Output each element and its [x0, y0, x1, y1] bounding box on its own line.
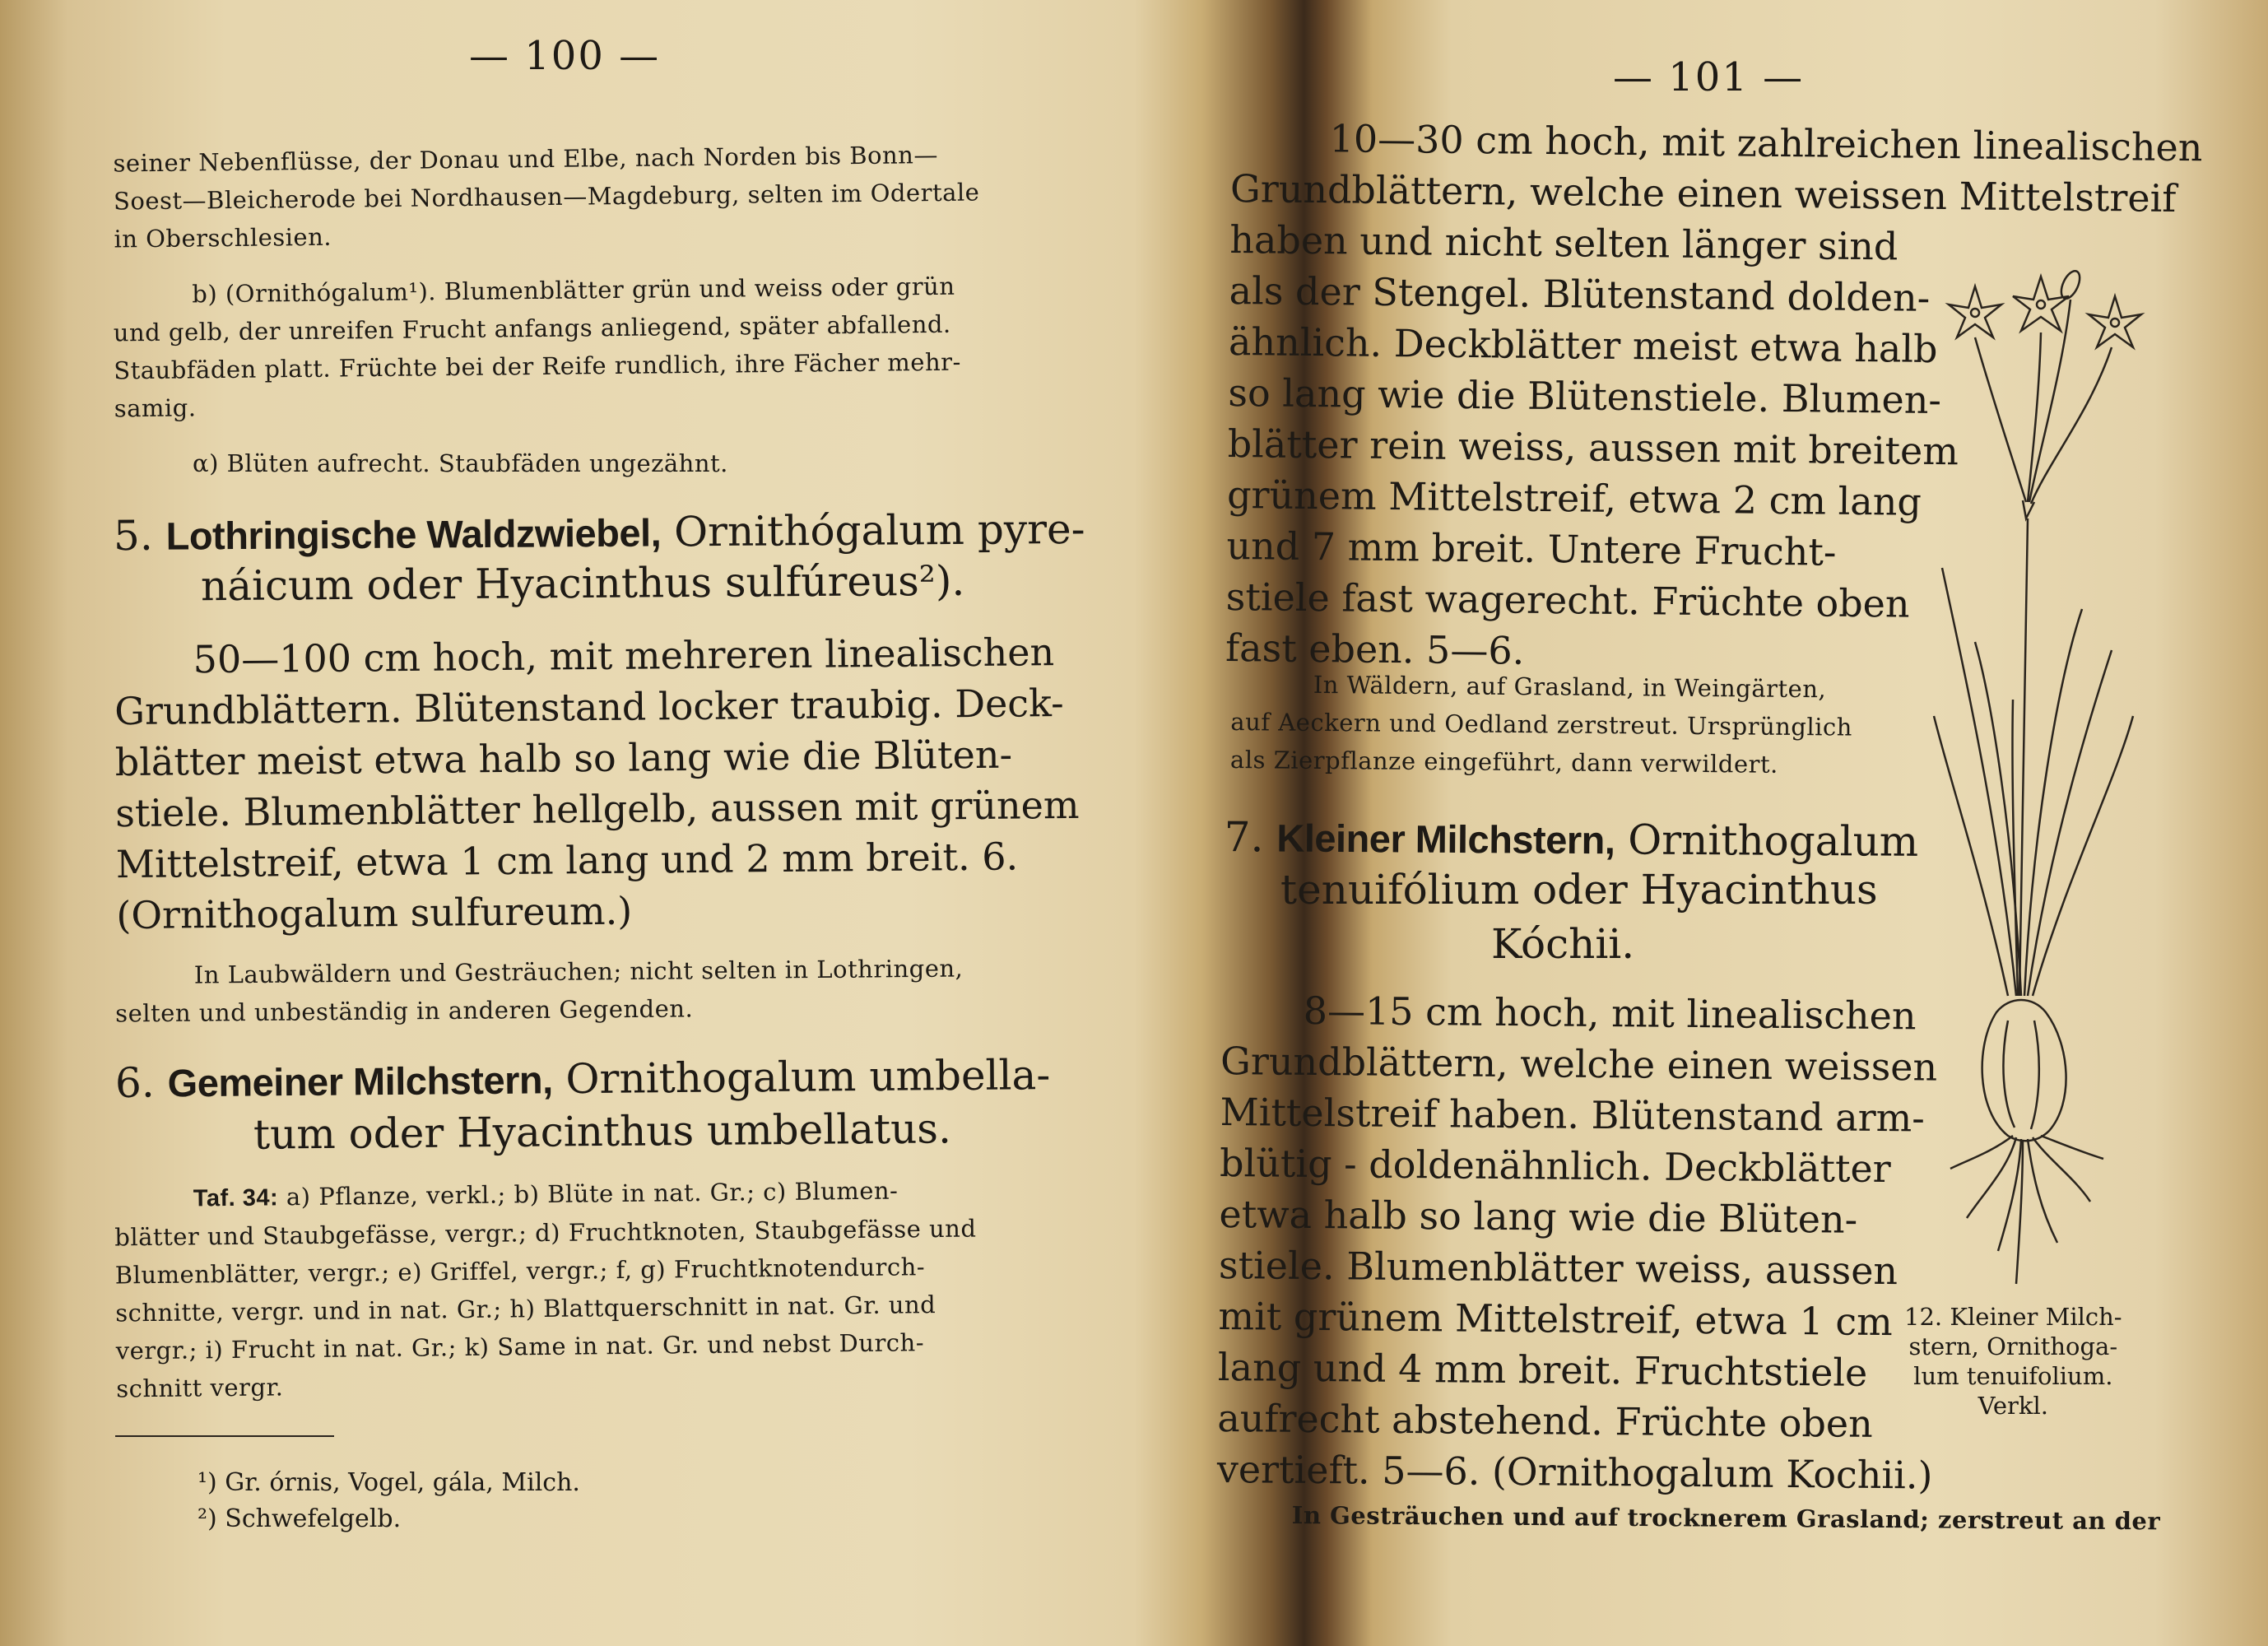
text-line: stiele fast wagerecht. Früchte oben: [1225, 574, 1910, 626]
subsection-alpha: α) Blüten aufrecht. Staubfäden ungezähnt.: [193, 449, 728, 477]
text-line: in Oberschlesien.: [114, 222, 332, 253]
page-number: — 101 —: [1613, 54, 1805, 100]
text-line: so lang wie die Blütenstiele. Blumen-: [1228, 370, 1942, 423]
text-line: Mittelstreif, etwa 1 cm lang und 2 mm breit. 6.: [115, 834, 1019, 887]
text-line: als der Stengel. Blütenstand dolden-: [1229, 267, 1931, 320]
text-line: grünem Mittelstreif, etwa 2 cm lang: [1226, 472, 1922, 524]
text-line: Grundblättern. Blütenstand locker traubig. Deck-: [114, 681, 1064, 734]
species-5-habitat: [115, 950, 964, 1033]
text-line: schnitte, vergr. und in nat. Gr.; h) Blattquerschnitt in nat. Gr. und: [115, 1290, 936, 1327]
species-7-description: [1217, 984, 1938, 1501]
subsection-b: [113, 267, 961, 428]
caption-line: lum tenuifolium.: [1913, 1362, 2113, 1390]
text-line: blätter rein weiss, aussen mit breitem: [1227, 421, 1959, 474]
text-line: auf Aeckern und Oedland zerstreut. Ursprünglich: [1230, 707, 1853, 742]
text-line: blätter meist etwa halb so lang wie die Blüten-: [114, 732, 1013, 785]
caption-line: Verkl.: [1978, 1392, 2048, 1420]
species-number: 7.: [1224, 812, 1264, 862]
text-line: vergr.; i) Frucht in nat. Gr.; k) Same in nat. Gr. und nebst Durch-: [115, 1328, 925, 1365]
species-name: Gemeiner Milchstern,: [167, 1058, 553, 1105]
text-line: Mittelstreif haben. Blütenstand arm-: [1220, 1089, 1926, 1141]
species-6-habitat: [1230, 665, 1853, 784]
text-line: und gelb, der unreifen Frucht anfangs anliegend, später abfallend.: [113, 309, 951, 347]
text-line: lang und 4 mm breit. Fruchtstiele: [1217, 1344, 1868, 1395]
species-name: Kleiner Milchstern,: [1276, 816, 1615, 863]
text-line: In Laubwäldern und Gesträuchen; nicht selten in Lothringen,: [193, 954, 964, 989]
text-line: blätter und Staubgefässe, vergr.; d) Fruchtknoten, Staubgefässe und: [114, 1214, 977, 1252]
text-line: als Zierpflanze eingeführt, dann verwildert.: [1229, 745, 1778, 779]
species-name: Lothringische Waldzwiebel,: [165, 510, 662, 558]
text-line: aufrecht abstehend. Früchte oben: [1217, 1395, 1873, 1446]
text-line: In Wäldern, auf Grasland, in Weingärten,: [1313, 670, 1827, 704]
text-line: (Ornithogalum sulfureum.): [116, 888, 633, 938]
text-line: haben und nicht selten länger sind: [1229, 216, 1899, 269]
text-line: fast eben. 5—6.: [1225, 625, 1525, 673]
text-line: Soest—Bleicherode bei Nordhausen—Magdeburg, selten im Odertale: [113, 178, 980, 216]
plate-label: Taf. 34:: [193, 1184, 279, 1212]
text-line: stiele. Blumenblätter weiss, aussen: [1218, 1242, 1899, 1294]
species-latin: Ornithógalum pyre-: [673, 504, 1085, 556]
species-number: 6.: [114, 1058, 155, 1107]
flower: [1949, 286, 2001, 337]
text-line: mit grünem Mittelstreif, etwa 1 cm: [1218, 1293, 1894, 1345]
caption-line: 12. Kleiner Milch-: [1904, 1303, 2122, 1331]
species-latin: Ornithogalum umbella-: [565, 1051, 1051, 1104]
flower: [2013, 277, 2069, 331]
text-line: Grundblättern, welche einen weissen: [1220, 1038, 1938, 1090]
species-5-description: [114, 626, 1080, 941]
plate-description: [114, 1171, 978, 1408]
text-line: schnitt vergr.: [116, 1373, 284, 1403]
figure-caption: [1904, 1302, 2122, 1420]
species-7-habitat: In Gesträuchen und auf trocknerem Grasland; zerstreut an der: [1291, 1500, 2161, 1536]
footnotes: [198, 1465, 580, 1537]
text-line: etwa halb so lang wie die Blüten-: [1219, 1191, 1858, 1242]
flower-bud: [2057, 268, 2084, 301]
footnote: ²) Schwefelgelb.: [198, 1504, 402, 1533]
text-line: stiele. Blumenblätter hellgelb, aussen mit grünem: [115, 782, 1080, 836]
text-line: vertieft. 5—6. (Ornithogalum Kochii.): [1216, 1446, 1933, 1498]
text-line: seiner Nebenflüsse, der Donau und Elbe, nach Norden bis Bonn—: [113, 141, 939, 178]
footnote: ¹) Gr. órnis, Vogel, gála, Milch.: [198, 1468, 580, 1497]
page-number: — 100 —: [469, 33, 661, 79]
text-line: Blumenblätter, vergr.; e) Griffel, vergr.; f, g) Fruchtknotendurch-: [114, 1253, 926, 1290]
text-line: samig.: [114, 393, 197, 423]
species-latin-cont: Kóchii.: [1491, 920, 1635, 968]
right-page: [1152, 0, 2268, 1646]
text-line: 8—15 cm hoch, mit linealischen: [1303, 988, 1917, 1039]
text-line: 50—100 cm hoch, mit mehreren linealischen: [193, 630, 1055, 682]
species-latin-cont: tenuifólium oder Hyacinthus: [1280, 866, 1878, 914]
text-line: und 7 mm breit. Untere Frucht-: [1226, 523, 1837, 574]
continuation-paragraph: [113, 135, 980, 258]
left-page: [0, 0, 1127, 1646]
species-7-heading: [1225, 810, 1919, 870]
species-number: 5.: [113, 511, 153, 560]
caption-line: stern, Ornithoga-: [1908, 1332, 2118, 1360]
text-line: a) Pflanze, verkl.; b) Blüte in nat. Gr.; c) Blumen-: [286, 1176, 899, 1211]
text-line: Staubfäden platt. Früchte bei der Reife rundlich, ihre Fächer mehr-: [114, 347, 961, 385]
text-line: Grundblättern, welche einen weissen Mittelstreif: [1229, 165, 2177, 221]
species-latin-cont: tum oder Hyacinthus umbellatus.: [253, 1104, 952, 1159]
species-latin-cont: náicum oder Hyacinthus sulfúreus²).: [200, 556, 965, 611]
text-line: blütig - doldenähnlich. Deckblätter: [1219, 1140, 1891, 1192]
text-line: b) (Ornithógalum¹). Blumenblätter grün und weiss oder grün: [192, 272, 955, 309]
footnote-rule: [115, 1435, 334, 1437]
text-line: selten und unbeständig in anderen Gegenden.: [115, 994, 694, 1028]
ornithogalum-plant-illustration-icon: [1917, 255, 2197, 1300]
text-line: ähnlich. Deckblätter meist etwa halb: [1228, 319, 1938, 372]
text-line: 10—30 cm hoch, mit zahlreichen linealischen: [1329, 116, 2203, 170]
species-latin: Ornithogalum: [1628, 816, 1919, 866]
flower: [2089, 296, 2141, 347]
